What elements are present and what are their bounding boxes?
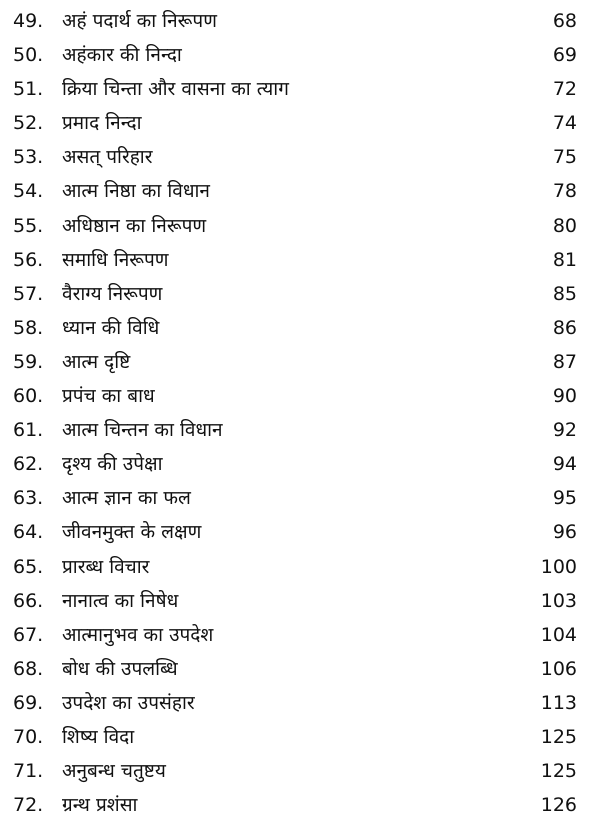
entry-title: आत्म ज्ञान का फल: [62, 487, 191, 510]
entry-page-number: 69: [552, 44, 577, 67]
entry-page-number: 113: [540, 691, 577, 714]
entry-page-number: 126: [540, 794, 577, 817]
entry-title: प्रारब्ध विचार: [62, 555, 150, 578]
entry-number: 68.: [13, 657, 44, 680]
entry-title: ग्रन्थ प्रशंसा: [62, 794, 138, 817]
entry-title: शिष्य विदा: [62, 725, 135, 748]
entry-page-number: 74: [552, 112, 577, 135]
entry-title: नानात्व का निषेध: [62, 589, 179, 612]
toc-entry: [0, 515, 600, 549]
entry-number: 66.: [13, 589, 44, 612]
toc-entry: [0, 72, 600, 106]
entry-number: 71.: [13, 760, 44, 783]
toc-entry: [0, 38, 600, 72]
entry-page-number: 72: [552, 78, 577, 101]
entry-page-number: 85: [552, 282, 577, 305]
entry-title: बोध की उपलब्धि: [62, 657, 178, 680]
entry-number: 67.: [13, 623, 44, 646]
toc-entry: [0, 140, 600, 174]
entry-number: 51.: [13, 78, 44, 101]
toc-entry: [0, 754, 600, 788]
entry-title: समाधि निरूपण: [62, 248, 169, 271]
entry-title: ध्यान की विधि: [62, 316, 160, 339]
entry-title: असत् परिहार: [62, 146, 153, 169]
entry-number: 56.: [13, 248, 44, 271]
entry-page-number: 92: [552, 419, 577, 442]
entry-page-number: 103: [540, 589, 577, 612]
entry-page-number: 125: [540, 760, 577, 783]
toc-entry: [0, 481, 600, 515]
toc-entry: [0, 379, 600, 413]
entry-page-number: 86: [552, 316, 577, 339]
entry-page-number: 75: [552, 146, 577, 169]
toc-entry: [0, 584, 600, 618]
toc-entry: [0, 788, 600, 822]
entry-number: 52.: [13, 112, 44, 135]
entry-title: अनुबन्ध चतुष्टय: [62, 760, 166, 783]
entry-page-number: 106: [540, 657, 577, 680]
entry-title: आत्म निष्ठा का विधान: [62, 180, 210, 203]
entry-page-number: 96: [552, 521, 577, 544]
entry-number: 60.: [13, 385, 44, 408]
toc-entry: [0, 209, 600, 243]
toc-entry: [0, 311, 600, 345]
entry-page-number: 80: [552, 214, 577, 237]
entry-page-number: 100: [540, 555, 577, 578]
entry-number: 69.: [13, 691, 44, 714]
entry-page-number: 68: [552, 10, 577, 32]
entry-number: 62.: [13, 453, 44, 476]
toc-entry: [0, 243, 600, 277]
entry-number: 72.: [13, 794, 44, 817]
entry-number: 64.: [13, 521, 44, 544]
entry-title: प्रपंच का बाध: [62, 385, 155, 408]
entry-title: आत्मानुभव का उपदेश: [62, 623, 214, 646]
entry-page-number: 95: [552, 487, 577, 510]
entry-title: अहंकार की निन्दा: [62, 44, 182, 67]
toc-entry: [0, 618, 600, 652]
entry-title: प्रमाद निन्दा: [62, 112, 142, 135]
entry-number: 65.: [13, 555, 44, 578]
entry-number: 59.: [13, 350, 44, 373]
toc-entry: [0, 106, 600, 140]
entry-title: क्रिया चिन्ता और वासना का त्याग: [62, 78, 289, 101]
toc-entry: [0, 4, 600, 38]
entry-title: उपदेश का उपसंहार: [62, 691, 195, 714]
entry-title: अहं पदार्थ का निरूपण: [62, 10, 217, 32]
entry-page-number: 94: [552, 453, 577, 476]
entry-number: 70.: [13, 725, 44, 748]
toc-entry: [0, 720, 600, 754]
entry-page-number: 125: [540, 725, 577, 748]
entry-number: 58.: [13, 316, 44, 339]
toc-entry: [0, 686, 600, 720]
entry-page-number: 81: [552, 248, 577, 271]
entry-number: 57.: [13, 282, 44, 305]
entry-title: अधिष्ठान का निरूपण: [62, 214, 207, 237]
table-of-contents: [0, 4, 600, 822]
toc-entry: [0, 447, 600, 481]
toc-entry: [0, 413, 600, 447]
entry-title: जीवनमुक्त के लक्षण: [62, 521, 202, 544]
toc-entry: [0, 174, 600, 208]
entry-title: आत्म चिन्तन का विधान: [62, 419, 223, 442]
entry-title: आत्म दृष्टि: [62, 350, 131, 373]
entry-page-number: 90: [552, 385, 577, 408]
entry-number: 61.: [13, 419, 44, 442]
toc-entry: [0, 345, 600, 379]
toc-entry: [0, 550, 600, 584]
entry-number: 50.: [13, 44, 44, 67]
entry-number: 53.: [13, 146, 44, 169]
toc-entry: [0, 652, 600, 686]
entry-title: दृश्य की उपेक्षा: [62, 453, 163, 476]
entry-title: वैराग्य निरूपण: [62, 282, 163, 305]
entry-page-number: 78: [552, 180, 577, 203]
entry-page-number: 87: [552, 350, 577, 373]
entry-page-number: 104: [540, 623, 577, 646]
toc-entry: [0, 277, 600, 311]
entry-number: 54.: [13, 180, 44, 203]
entry-number: 55.: [13, 214, 44, 237]
entry-number: 49.: [13, 10, 44, 32]
entry-number: 63.: [13, 487, 44, 510]
